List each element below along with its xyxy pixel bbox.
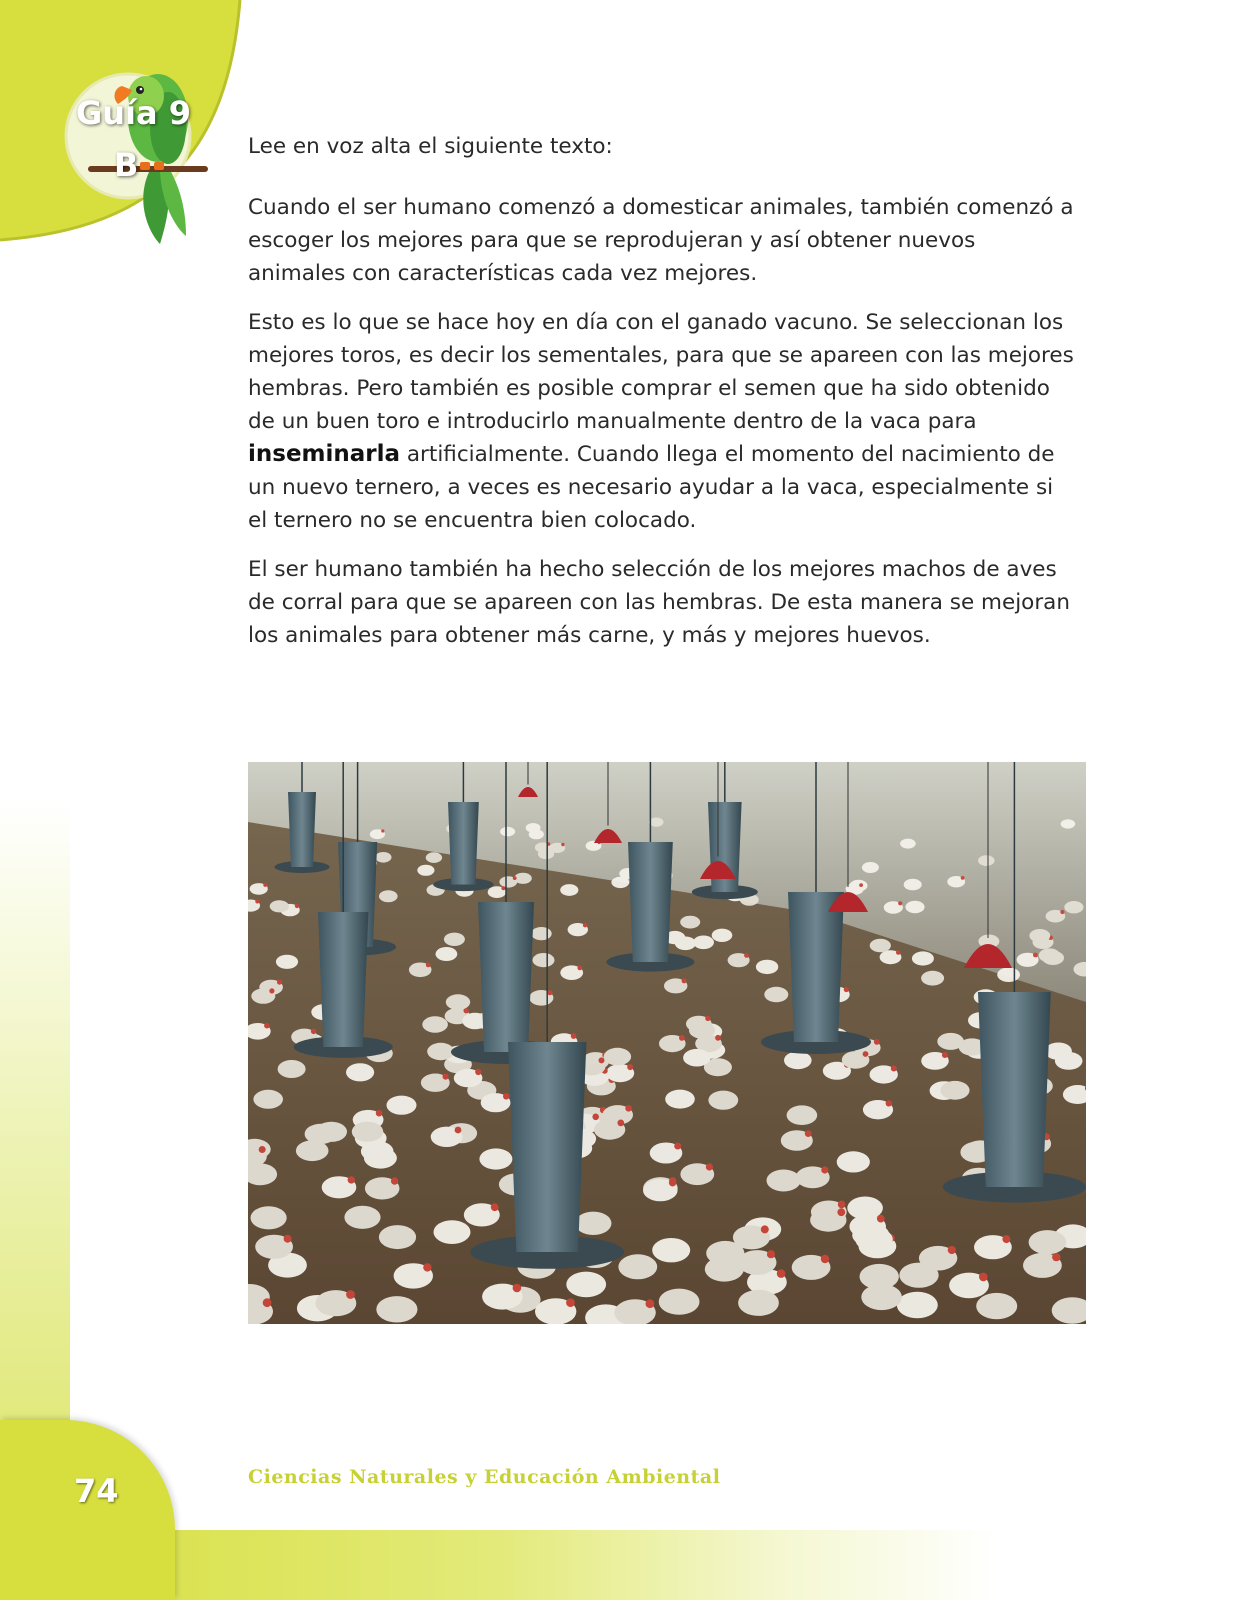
guide-letter: B (114, 146, 139, 184)
page-number-tab (0, 1420, 175, 1600)
page-number: 74 (74, 1472, 119, 1510)
footer-subject-title: Ciencias Naturales y Educación Ambiental (248, 1466, 721, 1488)
bold-term: inseminarla (248, 441, 401, 467)
bottom-gradient-band (0, 1530, 1248, 1600)
main-text (248, 130, 1078, 668)
paragraph-3: El ser humano también ha hecho selección de los mejores machos de aves de corral para que se apareen con las hembras. De esta manera se mejoran los animales para obtener más carne, y más y mejores huevos. (248, 557, 1070, 648)
paragraph-2-end: artificialmente. Cuando llega el momento del nacimiento de un nuevo ternero, a veces es necesario ayudar a la vaca, especialmente si el ternero no se encuentra bien colocado. (248, 442, 1055, 533)
paragraph-1: Cuando el ser humano comenzó a domesticar animales, también comenzó a escoger los mejores para que se reprodujeran y así obtener nuevos animales con características cada vez mejores. (248, 195, 1074, 286)
paragraph-2 (248, 306, 1078, 537)
poultry-farm-photo (248, 762, 1086, 1324)
paragraph-2-start: Esto es lo que se hace hoy en día con el ganado vacuno. Se seleccionan los mejores toros, es decir los sementales, para que se apareen con las mejores hembras. Pero también es posible comprar el semen que ha sido obtenido de un buen toro e introducirlo manualmente dentro de la vaca para (248, 310, 1074, 434)
guide-label: Guía 9 (76, 94, 192, 132)
intro-text: Lee en voz alta el siguiente texto: (248, 134, 613, 159)
